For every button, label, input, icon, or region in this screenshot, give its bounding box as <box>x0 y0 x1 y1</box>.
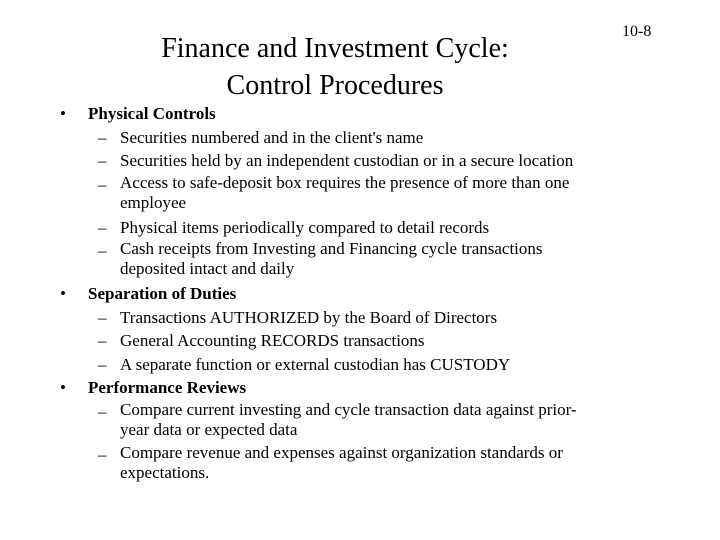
dash-marker: – <box>98 307 107 327</box>
slide-title <box>110 30 560 104</box>
list-item-text: General Accounting RECORDS transactions <box>120 331 425 350</box>
section-heading-label: Physical Controls <box>88 104 216 123</box>
slide-number: 10-8 <box>622 23 652 40</box>
list-item-text: Compare revenue and expenses against organization standards or expectations. <box>120 442 563 482</box>
dash-marker: – <box>98 241 107 260</box>
bullet-marker: • <box>60 378 66 397</box>
dash-marker: – <box>98 331 107 350</box>
list-item <box>0 149 720 173</box>
section-heading-label: Performance Reviews <box>88 378 247 397</box>
dash-marker: – <box>98 444 107 464</box>
bullet-outline <box>0 102 720 486</box>
dash-marker: – <box>98 174 107 194</box>
list-item-text: A separate function or external custodian has CUSTODY <box>120 354 511 374</box>
section-heading-physical-controls <box>0 102 720 126</box>
dash-marker: – <box>98 401 107 421</box>
dash-marker: – <box>98 354 107 374</box>
dash-marker: – <box>98 217 107 237</box>
list-item-text: Compare current investing and cycle transaction data against prior- year data or expected data <box>120 399 577 439</box>
slide-title-line-2: Control Procedures <box>226 70 444 101</box>
list-item <box>0 126 720 150</box>
list-item-text: Cash receipts from Investing and Financing cycle transactions deposited intact and daily <box>120 239 543 278</box>
section-heading-label: Separation of Duties <box>88 284 237 303</box>
list-item-text: Physical items periodically compared to detail records <box>120 217 490 237</box>
list-item-text: Securities held by an independent custodian or in a secure location <box>120 151 574 170</box>
list-item <box>0 400 720 443</box>
list-item <box>0 239 720 282</box>
slide-title-line-1: Finance and Investment Cycle: <box>161 33 509 64</box>
list-item <box>0 353 720 377</box>
list-item <box>0 173 720 216</box>
list-item-text: Transactions AUTHORIZED by the Board of Directors <box>120 307 498 327</box>
dash-marker: – <box>98 151 107 170</box>
list-item <box>0 216 720 240</box>
list-item <box>0 306 720 330</box>
list-item-text: Access to safe-deposit box requires the presence of more than one employee <box>120 172 570 212</box>
list-item-text: Securities numbered and in the client's name <box>120 127 424 147</box>
bullet-marker: • <box>60 104 66 123</box>
dash-marker: – <box>98 127 107 147</box>
section-heading-performance-reviews <box>0 376 720 400</box>
list-item <box>0 443 720 486</box>
list-item <box>0 329 720 353</box>
bullet-marker: • <box>60 284 66 303</box>
section-heading-separation-of-duties <box>0 282 720 306</box>
